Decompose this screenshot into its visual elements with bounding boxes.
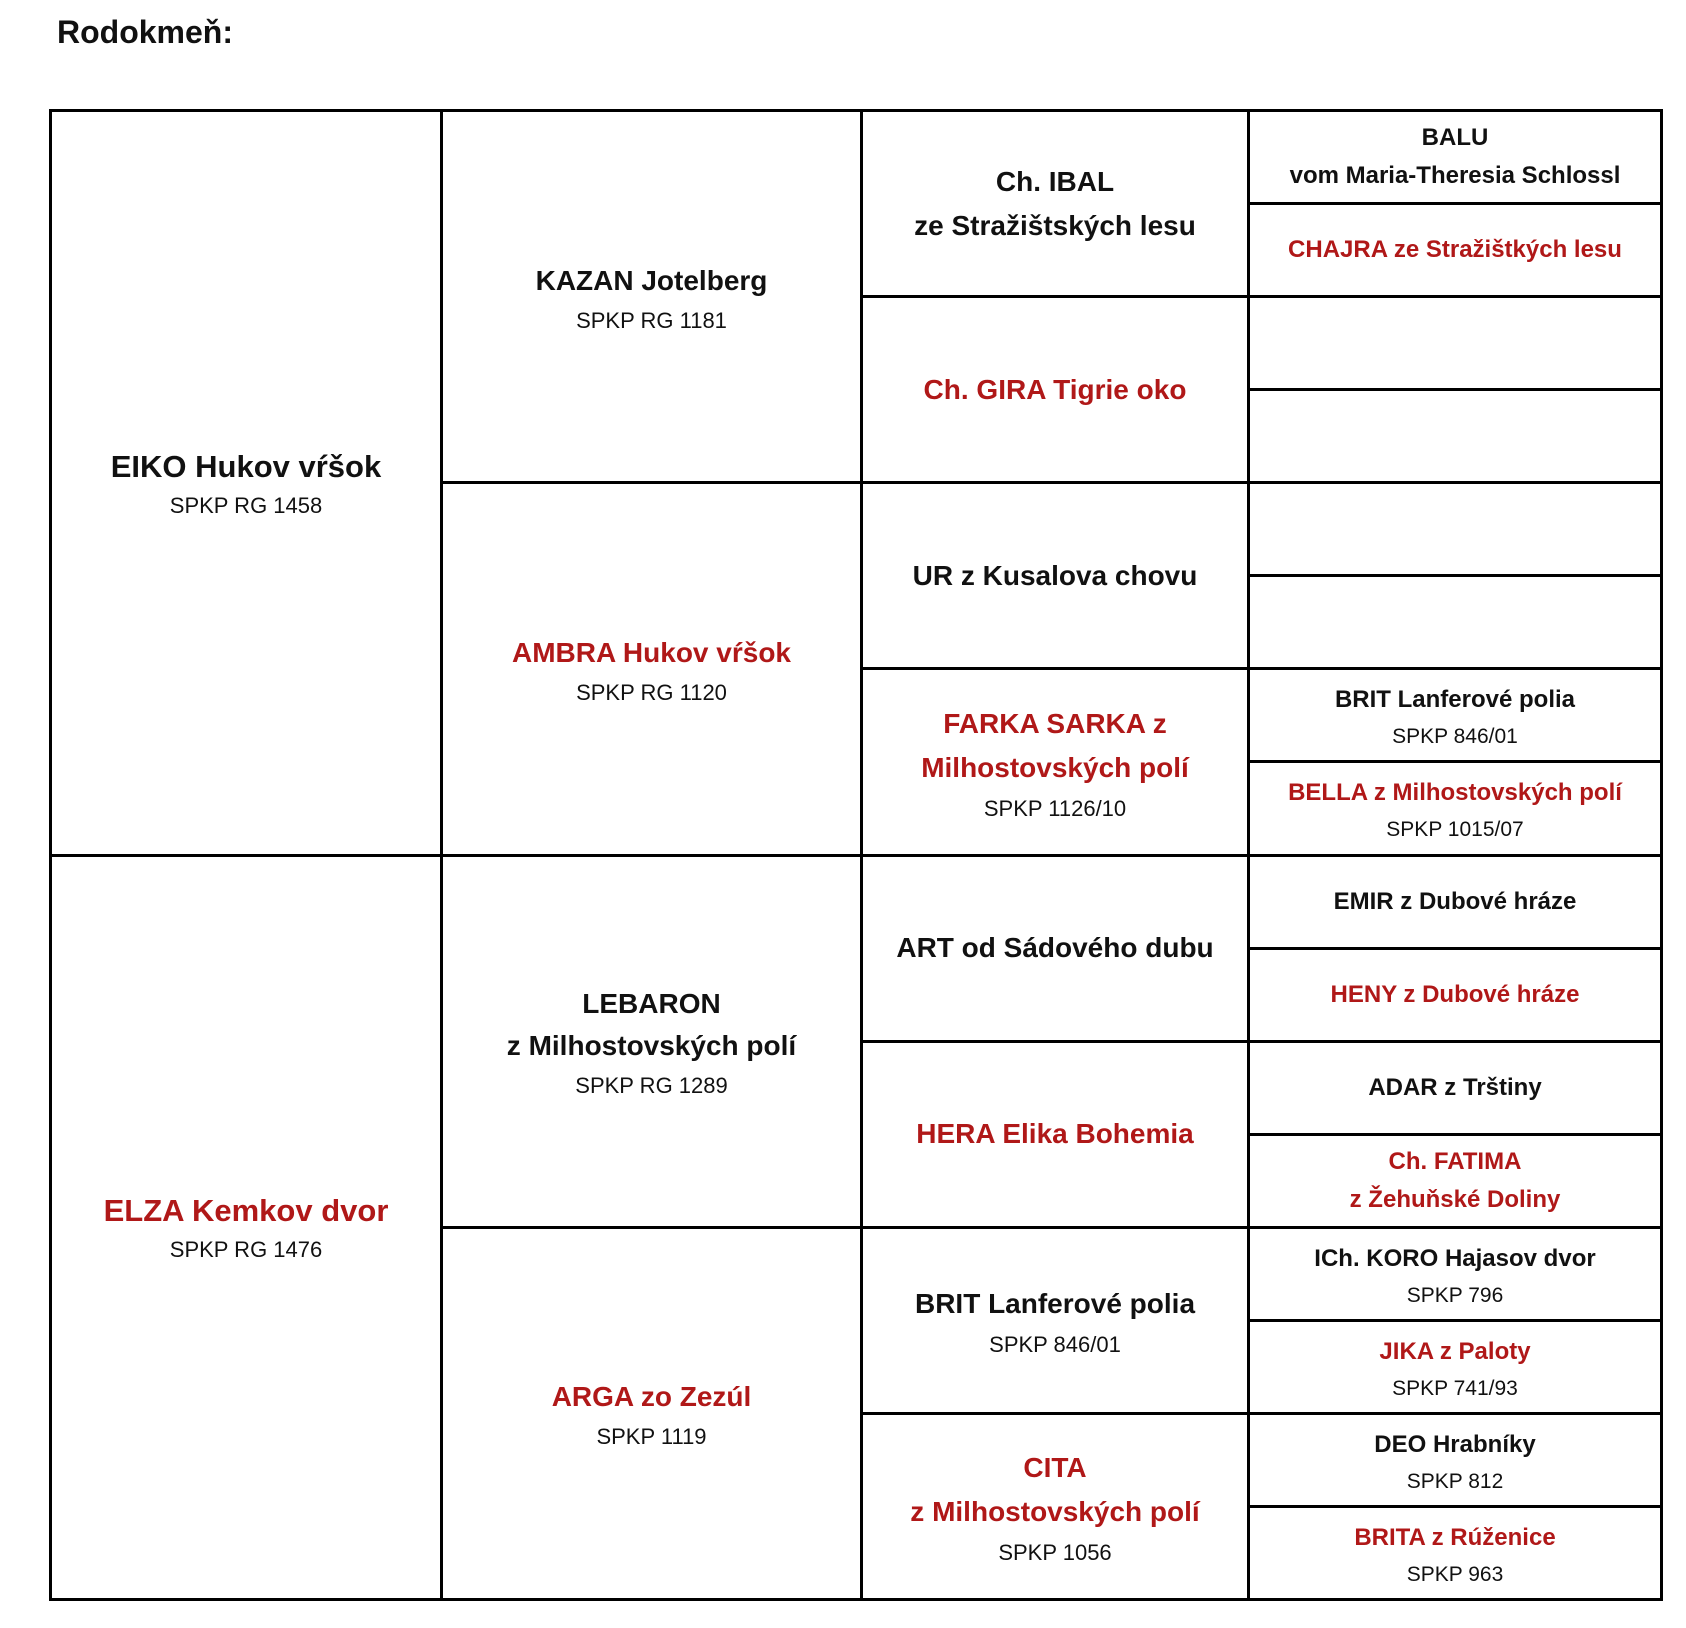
ancestor-cell (443, 1226, 860, 1598)
registration-number: SPKP 1015/07 (1386, 818, 1524, 842)
ancestor-cell (443, 854, 860, 1226)
dog-name: FARKA SARKA z Milhostovských polí (921, 707, 1189, 783)
registration-number: SPKP 963 (1406, 1562, 1504, 1586)
registration-number: SPKP 812 (1406, 1469, 1504, 1493)
dog-name: AMBRA Hukov vŕšok (511, 636, 791, 668)
dog-name: HENY z Dubové hráze (1330, 980, 1580, 1008)
empty-cell (1250, 295, 1660, 388)
dog-name: EMIR z Dubové hráze (1333, 887, 1577, 915)
dog-name: BRIT Lanferové polia (914, 1288, 1196, 1320)
ancestor-cell (863, 1226, 1247, 1412)
generation-2-column (440, 112, 860, 1598)
dog-name: JIKA z Paloty (1379, 1337, 1531, 1365)
dog-name: ARGA zo Zezúl (551, 1381, 752, 1413)
ancestor-cell (863, 481, 1247, 667)
registration-number: SPKP 846/01 (1392, 725, 1518, 749)
dog-name: Ch. FATIMA z Žehuňské Doliny (1349, 1147, 1561, 1213)
empty-cell (1250, 481, 1660, 574)
ancestor-cell (863, 667, 1247, 853)
ancestor-cell (863, 112, 1247, 295)
sire-cell (52, 112, 440, 854)
ancestor-cell (1250, 1226, 1660, 1319)
ancestor-cell (1250, 202, 1660, 295)
dog-name: BRITA z Rúženice (1354, 1523, 1556, 1551)
dog-name: BRIT Lanferové polia (1334, 686, 1576, 714)
dog-name: Ch. GIRA Tigrie oko (923, 373, 1187, 405)
ancestor-cell (1250, 1040, 1660, 1133)
ancestor-cell (443, 112, 860, 481)
registration-number: SPKP RG 1289 (575, 1073, 728, 1099)
empty-cell (1250, 388, 1660, 481)
ancestor-cell (1250, 1133, 1660, 1226)
registration-number: SPKP RG 1181 (576, 307, 727, 333)
dog-name: LEBARON z Milhostovských polí (506, 988, 797, 1062)
dog-name: BELLA z Milhostovských polí (1288, 779, 1622, 807)
pedigree-table (49, 109, 1663, 1601)
ancestor-cell (1250, 112, 1660, 202)
dog-name: ART od Sádového dubu (896, 932, 1214, 964)
ancestor-cell (1250, 760, 1660, 853)
dog-name: ELZA Kemkov dvor (103, 1193, 389, 1229)
dog-name: BALU vom Maria-Theresia Schlossl (1289, 124, 1621, 190)
dog-name: ADAR z Trštiny (1368, 1073, 1542, 1101)
dog-name: CITA z Milhostovských polí (910, 1452, 1200, 1528)
ancestor-cell (1250, 1505, 1660, 1598)
dog-name: DEO Hrabníky (1374, 1430, 1536, 1458)
generation-4-column (1247, 112, 1660, 1598)
ancestor-cell (1250, 1412, 1660, 1505)
registration-number: SPKP 1119 (596, 1424, 707, 1450)
registration-number: SPKP 1126/10 (983, 795, 1127, 821)
registration-number: SPKP 796 (1406, 1283, 1504, 1307)
dog-name: EIKO Hukov vŕšok (110, 448, 382, 484)
ancestor-cell (1250, 947, 1660, 1040)
ancestor-cell (863, 854, 1247, 1040)
registration-number: SPKP RG 1458 (169, 492, 323, 518)
dog-name: KAZAN Jotelberg (535, 264, 768, 296)
ancestor-cell (1250, 667, 1660, 760)
registration-number: SPKP 846/01 (989, 1332, 1121, 1358)
ancestor-cell (1250, 854, 1660, 947)
ancestor-cell (443, 481, 860, 853)
dog-name: CHAJRA ze Stražištkých lesu (1288, 236, 1622, 264)
registration-number: SPKP RG 1120 (576, 679, 727, 705)
generation-1-column (52, 112, 440, 1598)
ancestor-cell (863, 295, 1247, 481)
registration-number: SPKP RG 1476 (169, 1237, 323, 1263)
dog-name: ICh. KORO Hajasov dvor (1314, 1244, 1596, 1272)
dam-cell (52, 854, 440, 1599)
ancestor-cell (1250, 1319, 1660, 1412)
empty-cell (1250, 574, 1660, 667)
registration-number: SPKP 1056 (998, 1540, 1112, 1566)
registration-number: SPKP 741/93 (1392, 1376, 1518, 1400)
ancestor-cell (863, 1040, 1247, 1226)
generation-3-column (860, 112, 1247, 1598)
dog-name: UR z Kusalova chovu (912, 559, 1198, 591)
ancestor-cell (863, 1412, 1247, 1598)
page-title: Rodokmeň: (57, 14, 233, 50)
dog-name: HERA Elika Bohemia (916, 1118, 1194, 1150)
dog-name: Ch. IBAL ze Stražištských lesu (914, 165, 1196, 241)
